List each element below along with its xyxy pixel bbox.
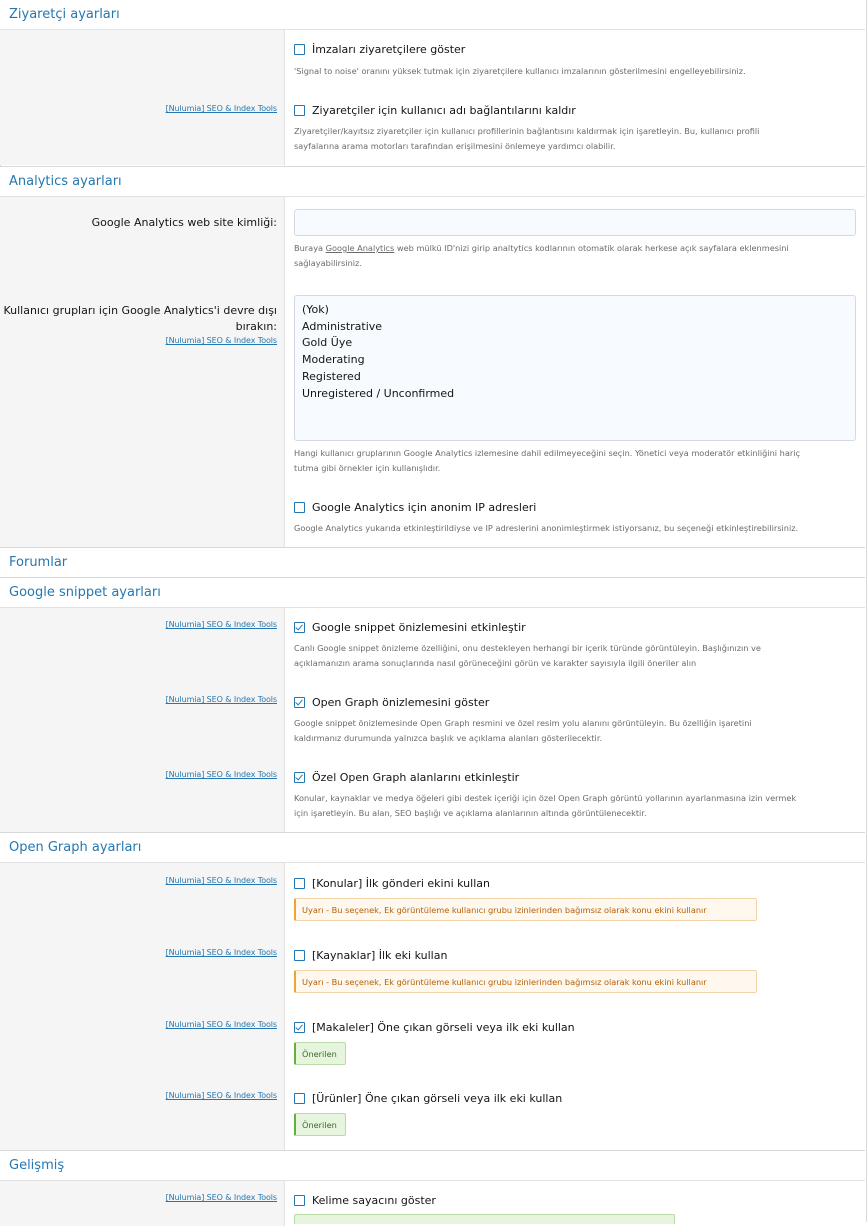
nulumia-link[interactable]: [Nulumia] SEO & Index Tools [165,1091,277,1100]
nulumia-link[interactable]: [Nulumia] SEO & Index Tools [165,876,277,885]
custom-og-label[interactable]: Özel Open Graph alanlarını etkinleştir [312,771,520,784]
snippet-preview-checkbox[interactable] [294,622,305,633]
group-option[interactable]: (Yok) [302,303,329,316]
word-counter-checkbox[interactable] [294,1195,305,1206]
label-column [0,30,285,165]
warning-notice: Uyarı - Bu seçenek, Ek görüntüleme kullanıcı grubu izinlerinden bağımsız olarak konu ekini kullanır [294,970,757,993]
warning-notice: Uyarı - Bu seçenek, Ek görüntüleme kullanıcı grubu izinlerinden bağımsız olarak konu ekini kullanır [294,898,757,921]
nulumia-link[interactable]: [Nulumia] SEO & Index Tools [165,1020,277,1029]
section-title: Gelişmiş [0,1151,865,1181]
nulumia-link[interactable]: [Nulumia] SEO & Index Tools [165,948,277,957]
products-featured-image-label[interactable]: [Ürünler] Öne çıkan görseli veya ilk eki kullan [312,1092,563,1105]
nulumia-link[interactable]: [Nulumia] SEO & Index Tools [165,620,277,629]
resources-first-attachment-label[interactable]: [Kaynaklar] İlk eki kullan [312,949,448,962]
snippet-preview-hint: Canlı Google snippet önizleme özelliğini, onu destekleyen herhangi bir içerik türünde görüntüleyin. Başlığınızın ve açıklamanızın arama sonuçlarında nasıl görüneceğini görün ve karakter sayısıyla ilgili öneriler alın [294,643,761,668]
topics-first-attachment-label[interactable]: [Konular] İlk gönderi ekini kullan [312,877,490,890]
signatures-checkbox[interactable] [294,44,305,55]
signatures-hint: 'Signal to noise' oranını yüksek tutmak için ziyaretçilere kullanıcı imzalarının gösterilmesini engelleyebilirsiniz. [294,66,746,76]
nulumia-link[interactable]: [Nulumia] SEO & Index Tools [165,1193,277,1202]
recommended-badge: Önerilen [294,1042,346,1065]
section-title: Ziyaretçi ayarları [0,0,865,30]
nulumia-link[interactable]: [Nulumia] SEO & Index Tools [165,695,277,704]
section-title: Forumlar [0,548,865,577]
ga-anon-ip-checkbox[interactable] [294,502,305,513]
resources-first-attachment-checkbox[interactable] [294,950,305,961]
section-forums [0,547,865,577]
og-preview-hint: Google snippet önizlemesinde Open Graph resmini ve özel resim yolu alanını görüntüleyin. Bu özelliğin işaretini kaldırmanız durumunda yalnızca başlık ve açıklama alanları gösterilecektir. [294,718,752,743]
custom-og-checkbox[interactable] [294,772,305,783]
articles-featured-image-label[interactable]: [Makaleler] Öne çıkan görseli veya ilk eki kullan [312,1021,575,1034]
ga-webid-input[interactable] [294,209,856,236]
section-title: Analytics ayarları [0,167,865,197]
topics-first-attachment-checkbox[interactable] [294,878,305,889]
group-option[interactable]: Registered [302,369,361,383]
ga-groups-label: Kullanıcı grupları için Google Analytics'i devre dışı bırakın: [3,304,277,333]
ga-anon-ip-label[interactable]: Google Analytics için anonim IP adresleri [312,501,537,514]
recommended-badge: Önerilen [294,1113,346,1136]
unlink-usernames-label[interactable]: Ziyaretçiler için kullanıcı adı bağlantılarını kaldır [312,104,576,117]
ga-groups-listbox[interactable] [294,295,856,441]
recommended-badge-partial [294,1214,675,1224]
nulumia-link[interactable]: [Nulumia] SEO & Index Tools [165,336,277,345]
label-column [0,1181,285,1226]
section-analytics [0,166,865,547]
articles-featured-image-checkbox[interactable] [294,1022,305,1033]
group-option[interactable]: Administrative [302,319,383,333]
og-preview-label[interactable]: Open Graph önizlemesini göster [312,696,490,709]
products-featured-image-checkbox[interactable] [294,1093,305,1104]
unlink-usernames-hint: Ziyaretçiler/kayıtsız ziyaretçiler için kullanıcı profillerinin bağlantısını kaldırmak için işaretleyin. Bu, kullanıcı profili sayfalarına arama motorları tarafından erişilmesini önlemeye yardımcı olabilir. [294,126,760,151]
og-preview-checkbox[interactable] [294,697,305,708]
nulumia-link[interactable]: [Nulumia] SEO & Index Tools [165,104,277,113]
label-column [0,197,285,547]
section-title: Open Graph ayarları [0,833,865,863]
group-option[interactable]: Moderating [302,353,365,367]
label-column [0,608,285,832]
custom-og-hint: Konular, kaynaklar ve medya öğeleri gibi destek içeriği için özel Open Graph görüntü yollarının ayarlanmasına izin vermek için işaretleyin. Bu alan, SEO başlığı ve açıklama alanlarının altında görüntülenecektir. [294,793,797,818]
ga-webid-label: Google Analytics web site kimliği: [91,216,277,229]
label-column [0,863,285,1151]
ga-groups-hint: Hangi kullanıcı gruplarının Google Analytics izlemesine dahil edilmeyeceğini seçin. Yönetici veya moderatör etkinliğini hariç tutma gibi örnekler için kullanışlıdır. [294,448,801,473]
word-counter-label[interactable]: Kelime sayacını göster [312,1194,436,1207]
ga-webid-hint: Buraya Google Analytics web mülkü ID'nizi girip analtytics kodlarının otomatik olarak herkese açık sayfalara eklenmesini sağlayabilirsiniz. [294,243,789,268]
snippet-preview-label[interactable]: Google snippet önizlemesini etkinleştir [312,621,526,634]
section-opengraph [0,832,865,1151]
group-option[interactable]: Unregistered / Unconfirmed [302,386,455,400]
signatures-label[interactable]: İmzaları ziyaretçilere göster [312,43,466,56]
section-visitor [0,0,865,165]
section-snippet [0,577,865,832]
group-option[interactable]: Gold Üye [302,336,353,350]
unlink-usernames-checkbox[interactable] [294,105,305,116]
ga-anon-ip-hint: Google Analytics yukarıda etkinleştirildiyse ve IP adreslerini anonimleştirmek istiyorsanız, bu seçeneği etkinleştirebilirsiniz. [294,523,799,533]
section-advanced [0,1150,865,1226]
nulumia-link[interactable]: [Nulumia] SEO & Index Tools [165,770,277,779]
section-title: Google snippet ayarları [0,578,865,608]
google-analytics-link[interactable]: Google Analytics [325,243,395,253]
